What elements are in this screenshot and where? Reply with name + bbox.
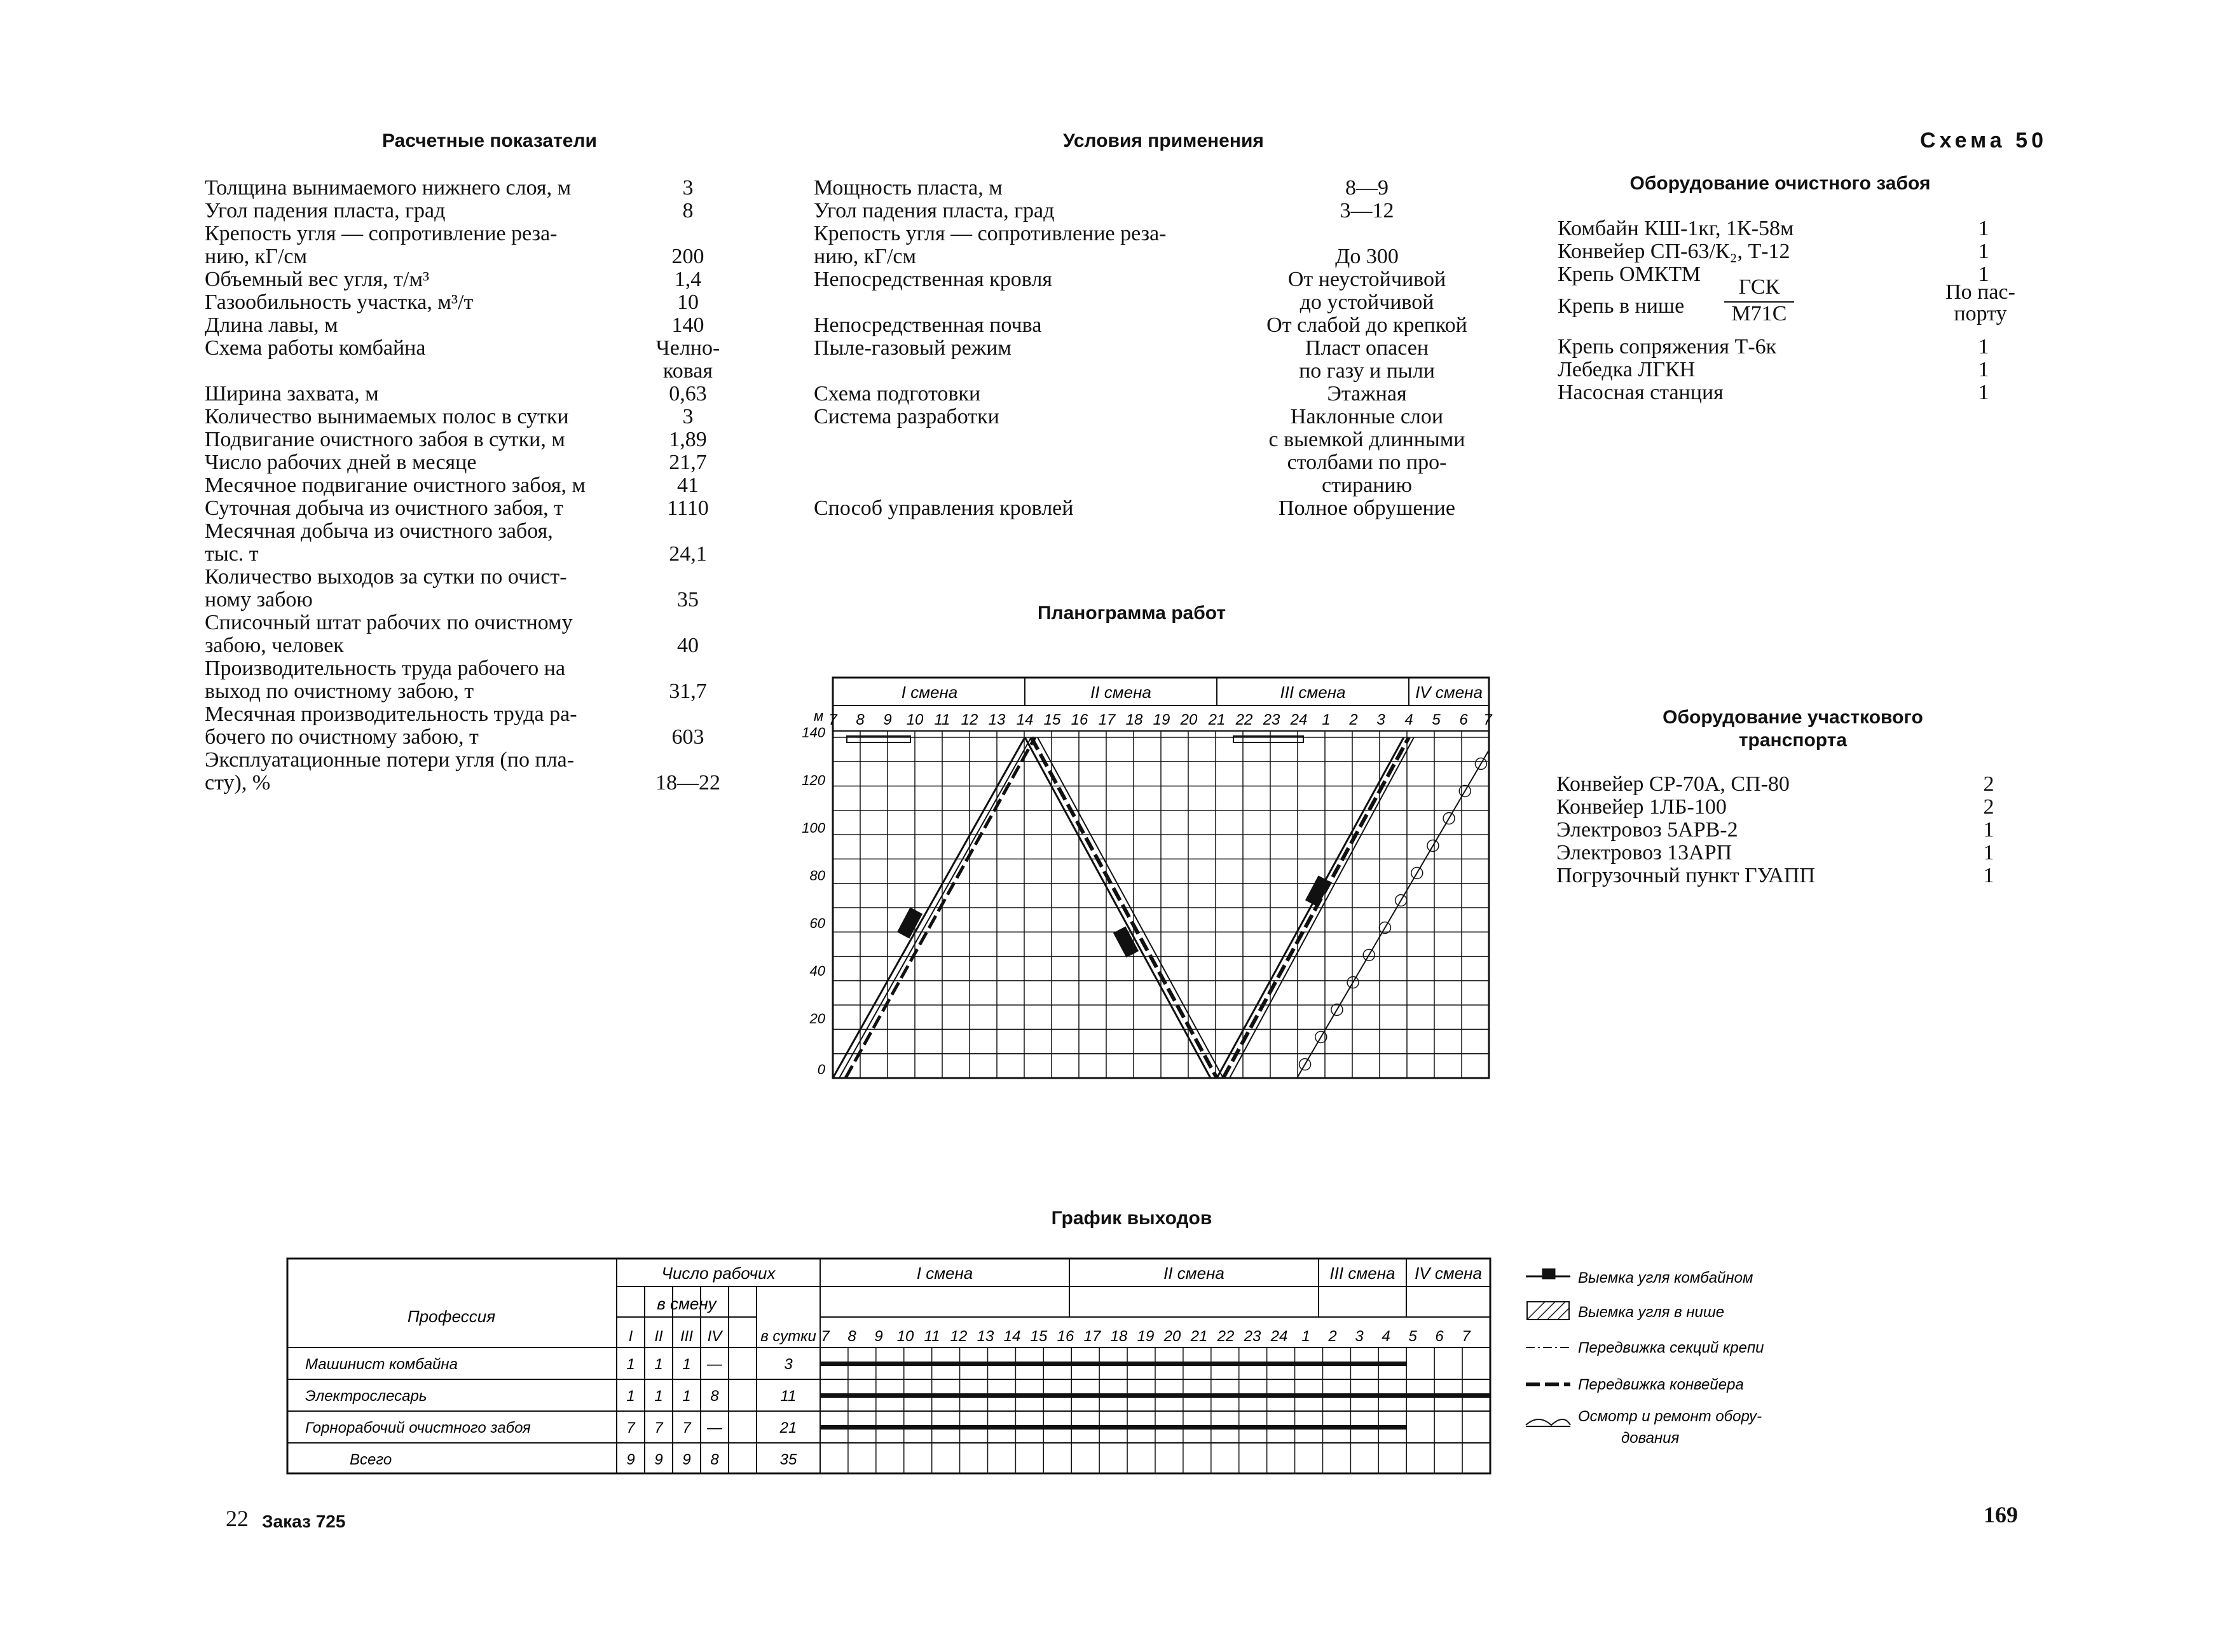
col-per-shift: в смену (657, 1294, 717, 1313)
y-tick-label: 100 (802, 820, 825, 836)
hour-label: 7 (828, 711, 837, 728)
hour-label: 3 (1355, 1328, 1364, 1345)
hour-label: 1 (1322, 711, 1331, 728)
hour-label: 2 (1349, 711, 1358, 728)
hour-label: 6 (1435, 1328, 1444, 1345)
y-tick-label: 0 (817, 1062, 825, 1077)
face-equipment-list: Комбайн КШ-1кг, 1К-58м 1 Конвейер СП-63/К₂, Т-12 1 Крепь ОМКТМ 1 Крепь в нише ГСК М71С По пас- порту Крепь сопряжения Т-6к 1 Лебедка ЛГКН 1 Насосная станция 1 (1558, 217, 2015, 404)
shift-label: I смена (916, 1264, 973, 1283)
worker-count: 8 (710, 1451, 719, 1468)
hour-label: 19 (1137, 1328, 1155, 1345)
hour-label: 13 (977, 1328, 994, 1345)
col-workers: Число рабочих (661, 1264, 776, 1283)
hour-label: 5 (1408, 1328, 1417, 1345)
repair-line (1297, 750, 1489, 1078)
hour-label: 13 (988, 711, 1006, 728)
hour-label: 16 (1057, 1328, 1074, 1345)
schedule-title: График выходов (1051, 1208, 1212, 1229)
worker-count: 3 (784, 1356, 793, 1373)
hour-label: 9 (883, 711, 892, 728)
hour-label: 18 (1125, 711, 1143, 728)
hatch-stroke (1527, 1302, 1545, 1320)
footer-left-number: 22 (226, 1506, 249, 1531)
y-tick-label: 120 (802, 772, 825, 788)
worker-count: 1 (626, 1356, 635, 1373)
shift-label: IV смена (1415, 683, 1483, 702)
hour-label: 16 (1071, 711, 1088, 728)
worker-count: — (707, 1356, 722, 1373)
hour-label: 2 (1328, 1328, 1337, 1345)
hour-label: 7 (1483, 711, 1492, 728)
hour-label: 20 (1163, 1328, 1181, 1345)
worker-count: 1 (682, 1356, 691, 1373)
worker-count: 1 (682, 1388, 691, 1405)
cond-list: Мощность пласта, м 8—9 Угол падения пласта, град 3—12 Крепость угля — сопротивление реза- нию, кГ/см До 300 Непосредственная кровля От неустойчивой до устойчивой Непосредственная почва От слабой до крепкой Пыле-газовый режим Пласт опасен по газу и пыли Схема подготовки Этажная Система разработки Наклонные слои с выемкой длинными столбами по про- стиранию Способ управления кровлей Полное обрушение (814, 176, 1467, 520)
legend-label: Осмотр и ремонт обору- (1578, 1408, 1762, 1425)
profession-name: Всего (350, 1451, 392, 1468)
worker-count: 1 (654, 1388, 663, 1405)
hour-label: 11 (934, 711, 950, 728)
hour-label: 18 (1110, 1328, 1128, 1345)
col-shift-roman: III (680, 1328, 694, 1345)
worker-count: 7 (654, 1419, 663, 1437)
shift-label: IV смена (1415, 1264, 1482, 1283)
col-profession: Профессия (407, 1307, 496, 1326)
transport-equipment-list: Конвейер СР-70А, СП-80 2 Конвейер 1ЛБ-100 2 Электровоз 5АРВ-2 1 Электровоз 13АРП 1 Погрузочный пункт ГУАПП 1 (1556, 772, 1994, 887)
worker-count: 1 (626, 1388, 635, 1405)
page-number: 169 (1984, 1502, 2018, 1527)
worker-count: 8 (710, 1388, 719, 1405)
worker-count: 35 (779, 1451, 797, 1468)
hour-label: 23 (1263, 711, 1280, 728)
work-bar (820, 1393, 1490, 1398)
col-shift-roman: I (628, 1328, 633, 1345)
calc-title: Расчетные показатели (382, 130, 597, 151)
profession-name: Горнорабочий очистного забоя (305, 1419, 531, 1437)
hour-label: 3 (1376, 711, 1385, 728)
fraction-denominator: М71С (1731, 302, 1787, 325)
combine-block (897, 907, 922, 938)
y-tick-label: 140 (802, 725, 825, 741)
hour-label: 17 (1083, 1328, 1101, 1345)
hour-label: 4 (1404, 711, 1413, 728)
shift-label: III смена (1329, 1264, 1396, 1283)
worker-count: 1 (654, 1356, 663, 1373)
hour-label: 8 (856, 711, 865, 728)
y-tick-label: 20 (809, 1011, 825, 1027)
worker-count: 9 (654, 1451, 663, 1468)
hatch-stroke (1558, 1308, 1569, 1320)
legend (1519, 1259, 1876, 1468)
work-bar (820, 1425, 1406, 1430)
y-tick-label: 40 (809, 963, 825, 979)
scheme-label: Схема 50 (1920, 128, 2047, 153)
schedule-table (280, 1252, 1500, 1481)
profession-name: Машинист комбайна (305, 1356, 458, 1373)
shift-label: III смена (1280, 683, 1346, 702)
shift-label: II смена (1163, 1264, 1224, 1283)
hour-label: 12 (961, 711, 978, 728)
hour-label: 10 (896, 1328, 914, 1345)
hour-label: 7 (821, 1328, 830, 1345)
face-equipment-title: Оборудование очистного забоя (1629, 173, 1931, 194)
y-tick-label: 80 (809, 868, 825, 884)
planogram-chart (788, 667, 1513, 1087)
worker-count: — (707, 1419, 722, 1437)
hour-label: 15 (1030, 1328, 1048, 1345)
worker-count: 21 (779, 1419, 797, 1437)
y-tick-label: 60 (809, 915, 825, 931)
legend-label: Передвижка конвейера (1578, 1376, 1744, 1393)
hour-label: 4 (1382, 1328, 1390, 1345)
hour-label: 8 (847, 1328, 856, 1345)
hour-label: 19 (1153, 711, 1170, 728)
hour-label: 5 (1432, 711, 1441, 728)
worker-count: 9 (626, 1451, 635, 1468)
legend-label: Передвижка секций крепи (1578, 1339, 1764, 1356)
hatch-stroke (1537, 1302, 1555, 1320)
hour-label: 1 (1301, 1328, 1310, 1345)
y-axis-unit: м (814, 708, 824, 724)
worker-count: 7 (682, 1419, 691, 1437)
fraction-numerator: ГСК (1738, 275, 1780, 299)
hour-label: 24 (1270, 1328, 1288, 1345)
worker-count: 7 (626, 1419, 635, 1437)
shift-label: I смена (901, 683, 958, 702)
cond-title: Условия применения (1063, 130, 1264, 151)
hour-label: 21 (1208, 711, 1226, 728)
hour-label: 22 (1217, 1328, 1235, 1345)
calc-list: Толщина вынимаемого нижнего слоя, м 3 Угол падения пласта, град 8 Крепость угля — сопротивление реза- нию, кГ/см 200 Объемный вес угля, т/м³ 1,4 Газообильность участка, м³/т 10 Длина лавы, м 140 Схема работы комбайна Челно- ковая Ширина захвата, м 0,63 Количество вынимаемых полос в сутки 3 Подвигание очистного забоя в сутки, м 1,89 Число рабочих дней в месяце 21,7 Месячное подвигание очистного забоя, м 41 Суточная добыча из очистного забоя, т 1110 Месячная добыча из очистного забоя, тыс. т 24,1 Количество выходов за сутки по очист- ному забою 35 Списочный штат рабочих по очистному забою, человек 40 Производительность труда рабочего на выход по очистному забою, т 31,7 Месячная производительность труда ра- бочего по очистному забою, т 603 Эксплуатационные потери угля (по пла- сту), % 18—22 (205, 176, 720, 795)
footer-order: Заказ 725 (262, 1512, 346, 1531)
col-shift-roman: II (654, 1328, 663, 1345)
legend-label: дования (1621, 1430, 1680, 1447)
hour-label: 14 (1016, 711, 1034, 728)
col-shift-roman: IV (707, 1328, 722, 1345)
hour-label: 17 (1098, 711, 1116, 728)
hour-label: 11 (924, 1328, 940, 1345)
work-bar (820, 1362, 1406, 1366)
worker-count: 9 (682, 1451, 691, 1468)
hour-label: 6 (1459, 711, 1468, 728)
legend-label: Выемка угля в нише (1578, 1304, 1725, 1321)
legend-repair-arc (1526, 1419, 1570, 1425)
hour-label: 24 (1290, 711, 1308, 728)
hour-label: 12 (950, 1328, 968, 1345)
shift-label: II смена (1090, 683, 1151, 702)
hour-label: 7 (1462, 1328, 1471, 1345)
hatch-stroke (1547, 1302, 1565, 1320)
hour-label: 20 (1180, 711, 1198, 728)
profession-name: Электрослесарь (305, 1388, 427, 1405)
hour-label: 21 (1190, 1328, 1208, 1345)
hour-label: 22 (1235, 711, 1253, 728)
hour-label: 9 (874, 1328, 883, 1345)
transport-title-1: Оборудование участкового (1663, 707, 1923, 728)
planogram-title: Планограмма работ (1037, 603, 1226, 624)
hour-label: 15 (1043, 711, 1061, 728)
combine-icon (1542, 1269, 1555, 1279)
col-per-day: в сутки (760, 1328, 816, 1345)
worker-count: 11 (780, 1388, 797, 1405)
hour-label: 23 (1244, 1328, 1261, 1345)
transport-title-2: транспорта (1738, 730, 1848, 751)
legend-label: Выемка угля комбайном (1578, 1269, 1753, 1287)
hour-label: 14 (1003, 1328, 1021, 1345)
hour-label: 10 (906, 711, 924, 728)
